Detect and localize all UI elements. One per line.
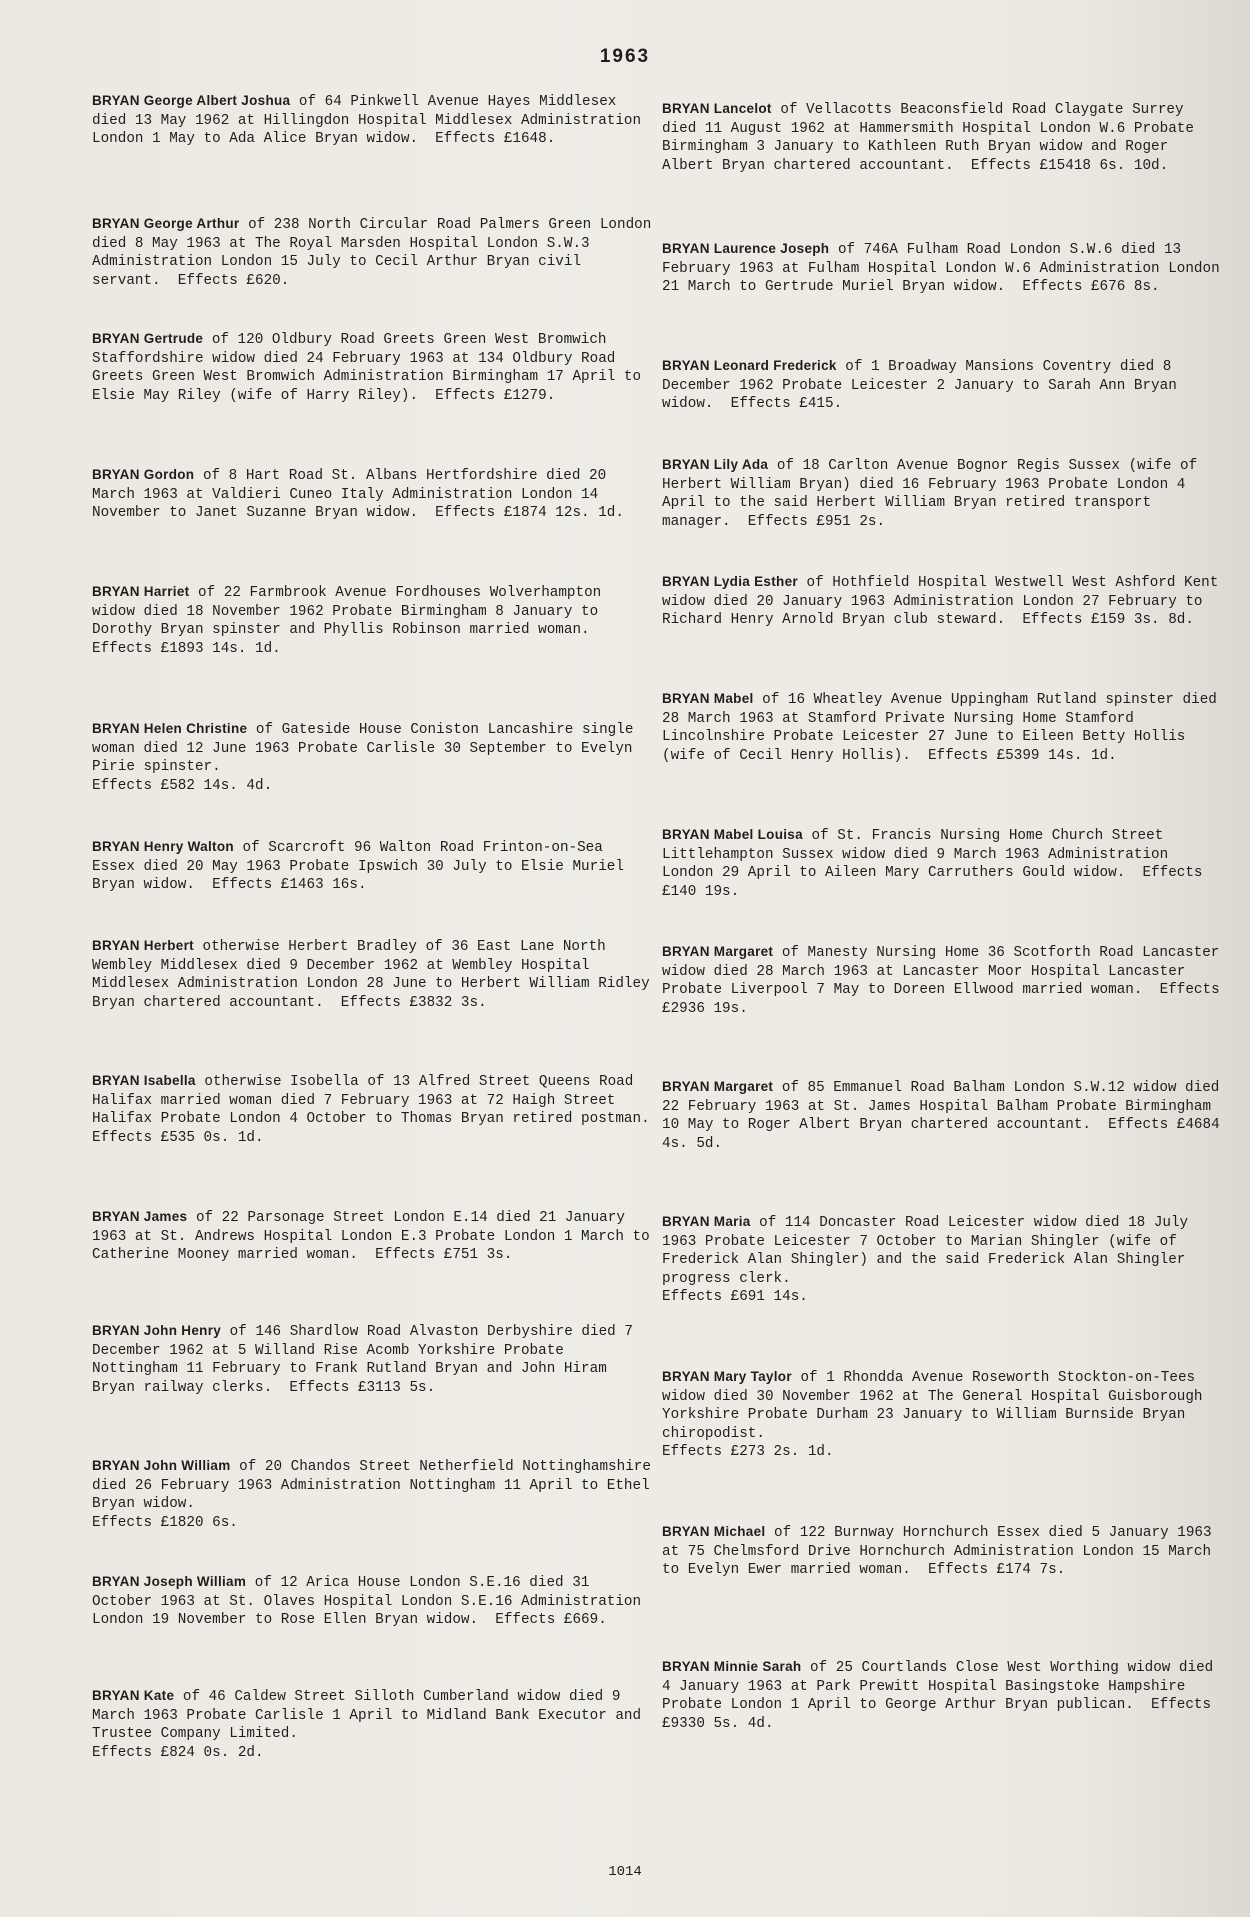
entry-text: of 22 Parsonage Street London E.14 died 21 January 1963 at St. Andrews Hospital London E.3 Probate London 1 March to Catherine Mooney married woman. Effects £751 3s. (92, 1210, 659, 1264)
probate-entry (662, 357, 1222, 414)
entry-text: of 85 Emmanuel Road Balham London S.W.12 widow died 22 February 1963 at St. James Hospital Balham Probate Birmingham 10 May to Roger Albert Bryan chartered accountant. Effects £4684 4s. 5d. (662, 1080, 1229, 1152)
probate-entry (92, 937, 659, 1012)
entry-text: of 114 Doncaster Road Leicester widow died 18 July 1963 Probate Leicester 7 October to Marian Shingler (wife of Frederick Alan Shingler) and the said Frederick Alan Shingler progress clerk. Effects £691 14s. (662, 1215, 1189, 1306)
entry-text: of Vellacotts Beaconsfield Road Claygate Surrey died 11 August 1962 at Hammersmith Hospital London W.6 Probate Birmingham 3 January to Kathleen Ruth Bryan widow and Roger Albert Bryan chartered accountant. Effects £15418 6s. 10d. (662, 102, 1203, 174)
probate-entry (92, 1573, 652, 1630)
probate-entry (662, 240, 1229, 297)
entry-name: BRYAN Lancelot (662, 101, 772, 116)
probate-entry (92, 1208, 659, 1265)
entry-text: otherwise Herbert Bradley of 36 East Lane North Wembley Middlesex died 9 December 1962 at Wembley Hospital Middlesex Administration London 28 June to Herbert William Ridley Bryan chartered accountant. Effects £3832 3s. (92, 939, 659, 1011)
probate-entry (662, 456, 1222, 531)
probate-entry (662, 690, 1226, 765)
probate-entry (662, 1078, 1229, 1153)
page-year-heading: 1963 (599, 46, 651, 67)
entry-name: BRYAN Gertrude (92, 331, 204, 346)
entry-name: BRYAN Maria (662, 1214, 751, 1229)
entry-name: BRYAN Harriet (92, 584, 190, 599)
entry-name: BRYAN Henry Walton (92, 839, 234, 854)
probate-entry (662, 100, 1222, 175)
entry-name: BRYAN Mary Taylor (662, 1369, 792, 1384)
probate-entry (92, 583, 652, 658)
entry-name: BRYAN Margaret (662, 1079, 774, 1094)
entry-text: otherwise Isobella of 13 Alfred Street Queens Road Halifax married woman died 7 February 1963 at 72 Haigh Street Halifax Probate London 4 October to Thomas Bryan retired postman. Effects £535 0s. 1d. (92, 1074, 650, 1146)
probate-entry (662, 1213, 1222, 1307)
entry-name: BRYAN Helen Christine (92, 721, 248, 736)
entry-text: of 16 Wheatley Avenue Uppingham Rutland spinster died 28 March 1963 at Stamford Private Nursing Home Stamford Lincolnshire Probate Leicester 27 June to Eileen Betty Hollis (wife of Cecil Henry Hollis). Effects £5399 14s. 1d. (662, 692, 1226, 764)
entry-name: BRYAN Leonard Frederick (662, 358, 837, 373)
probate-entry (92, 466, 652, 523)
probate-entry (92, 1457, 652, 1532)
entry-name: BRYAN Herbert (92, 938, 194, 953)
entry-text: of 46 Caldew Street Silloth Cumberland widow died 9 March 1963 Probate Carlisle 1 April to Midland Bank Executor and Trustee Company Limited. Effects £824 0s. 2d. (92, 1689, 642, 1761)
entry-text: of 12 Arica House London S.E.16 died 31 October 1963 at St. Olaves Hospital London S.E.16 Administration London 19 November to Rose Ellen Bryan widow. Effects £669. (92, 1575, 650, 1629)
entry-name: BRYAN Minnie Sarah (662, 1659, 802, 1674)
entry-name: BRYAN Mabel (662, 691, 754, 706)
entry-name: BRYAN Margaret (662, 944, 774, 959)
entry-name: BRYAN Mabel Louisa (662, 827, 803, 842)
probate-entry (92, 330, 652, 405)
entry-name: BRYAN Lily Ada (662, 457, 769, 472)
entry-text: of 1 Rhondda Avenue Roseworth Stockton-on-Tees widow died 30 November 1962 at The General Hospital Guisborough Yorkshire Probate Durham 23 January to William Burnside Bryan chiropodist. Effects £273 2s. 1d. (662, 1370, 1203, 1461)
entry-name: BRYAN Lydia Esther (662, 574, 798, 589)
probate-entry (662, 1658, 1222, 1733)
entry-text: of Gateside House Coniston Lancashire single woman died 12 June 1963 Probate Carlisle 30 September to Evelyn Pirie spinster. Effects £582 14s. 4d. (92, 722, 634, 794)
entry-name: BRYAN Kate (92, 1688, 175, 1703)
entry-text: of Scarcroft 96 Walton Road Frinton-on-Sea Essex died 20 May 1963 Probate Ipswich 30 July to Elsie Muriel Bryan widow. Effects £1463 16s. (92, 840, 633, 894)
entry-text: of 146 Shardlow Road Alvaston Derbyshire died 7 December 1962 at 5 Willand Rise Acomb Yorkshire Probate Nottingham 11 February to Frank Rutland Bryan and John Hiram Bryan railway clerks. Effects £3113 5s. (92, 1324, 642, 1396)
entry-name: BRYAN Michael (662, 1524, 766, 1539)
entry-text: of 64 Pinkwell Avenue Hayes Middlesex died 13 May 1962 at Hillingdon Hospital Middlesex Administration London 1 May to Ada Alice Bryan widow. Effects £1648. (92, 94, 650, 148)
entry-name: BRYAN Gordon (92, 467, 195, 482)
entry-text: of 1 Broadway Mansions Coventry died 8 December 1962 Probate Leicester 2 January to Sarah Ann Bryan widow. Effects £415. (662, 359, 1186, 413)
probate-entry (92, 838, 652, 895)
entry-text: of 746A Fulham Road London S.W.6 died 13 February 1963 at Fulham Hospital London W.6 Administration London 21 March to Gertrude Muriel Bryan widow. Effects £676 8s. (662, 242, 1229, 296)
entry-text: of 120 Oldbury Road Greets Green West Bromwich Staffordshire widow died 24 February 1963 at 134 Oldbury Road Greets Green West Bromwich Administration Birmingham 17 April to Elsie May Riley (wife of Harry Riley). Effects £1279. (92, 332, 650, 404)
probate-entry (92, 92, 652, 149)
probate-entry (662, 1523, 1222, 1580)
entry-name: BRYAN George Albert Joshua (92, 93, 291, 108)
entry-name: BRYAN John William (92, 1458, 231, 1473)
entry-name: BRYAN Joseph William (92, 1574, 247, 1589)
probate-entry (92, 1687, 652, 1762)
entry-text: of 20 Chandos Street Netherfield Nottinghamshire died 26 February 1963 Administration Nottingham 11 April to Ethel Bryan widow. Effects £1820 6s. (92, 1459, 651, 1531)
probate-entry (92, 215, 660, 290)
probate-entry (92, 720, 652, 795)
entry-text: of Hothfield Hospital Westwell West Ashford Kent widow died 20 January 1963 Administration London 27 February to Richard Henry Arnold Bryan club steward. Effects £159 3s. 8d. (662, 575, 1227, 629)
probate-entry (662, 943, 1229, 1018)
entry-text: of 22 Farmbrook Avenue Fordhouses Wolverhampton widow died 18 November 1962 Probate Birmingham 8 January to Dorothy Bryan spinster and Phyllis Robinson married woman. Effects £1893 14s. 1d. (92, 585, 602, 657)
entry-text: of 18 Carlton Avenue Bognor Regis Sussex (wife of Herbert William Bryan) died 16 February 1963 Probate London 4 April to the said Herbert William Bryan retired transport manager. Effects £951 2s. (662, 458, 1206, 530)
entry-text: of 238 North Circular Road Palmers Green London died 8 May 1963 at The Royal Marsden Hospital London S.W.3 Administration London 15 July to Cecil Arthur Bryan civil servant. Effects £620. (92, 217, 660, 289)
entry-text: of 122 Burnway Hornchurch Essex died 5 January 1963 at 75 Chelmsford Drive Hornchurch Administration London 15 March to Evelyn Ewer married woman. Effects £174 7s. (662, 1525, 1221, 1579)
probate-entry (92, 1322, 652, 1397)
entry-text: of 8 Hart Road St. Albans Hertfordshire died 20 March 1963 at Valdieri Cuneo Italy Administration London 14 November to Janet Suzanne Bryan widow. Effects £1874 12s. 1d. (92, 468, 624, 522)
probate-entry (662, 826, 1222, 901)
probate-entry (662, 1368, 1222, 1462)
entry-text: of 25 Courtlands Close West Worthing widow died 4 January 1963 at Park Prewitt Hospital Basingstoke Hampshire Probate London 1 April to George Arthur Bryan publican. Effects £9330 5s. 4d. (662, 1660, 1222, 1732)
entry-text: of Manesty Nursing Home 36 Scotforth Road Lancaster widow died 28 March 1963 at Lancaster Moor Hospital Lancaster Probate Liverpool 7 May to Doreen Ellwood married woman. Effects £2936 19s. (662, 945, 1229, 1017)
probate-entry (662, 573, 1227, 630)
probate-entry (92, 1072, 652, 1147)
entry-text: of St. Francis Nursing Home Church Street Littlehampton Sussex widow died 9 March 1963 Administration London 29 April to Aileen Mary Carruthers Gould widow. Effects £140 19s. (662, 828, 1212, 900)
entry-name: BRYAN George Arthur (92, 216, 240, 231)
page-number: 1014 (608, 1864, 642, 1880)
entry-name: BRYAN James (92, 1209, 188, 1224)
entry-name: BRYAN John Henry (92, 1323, 222, 1338)
entry-name: BRYAN Isabella (92, 1073, 196, 1088)
entry-name: BRYAN Laurence Joseph (662, 241, 830, 256)
